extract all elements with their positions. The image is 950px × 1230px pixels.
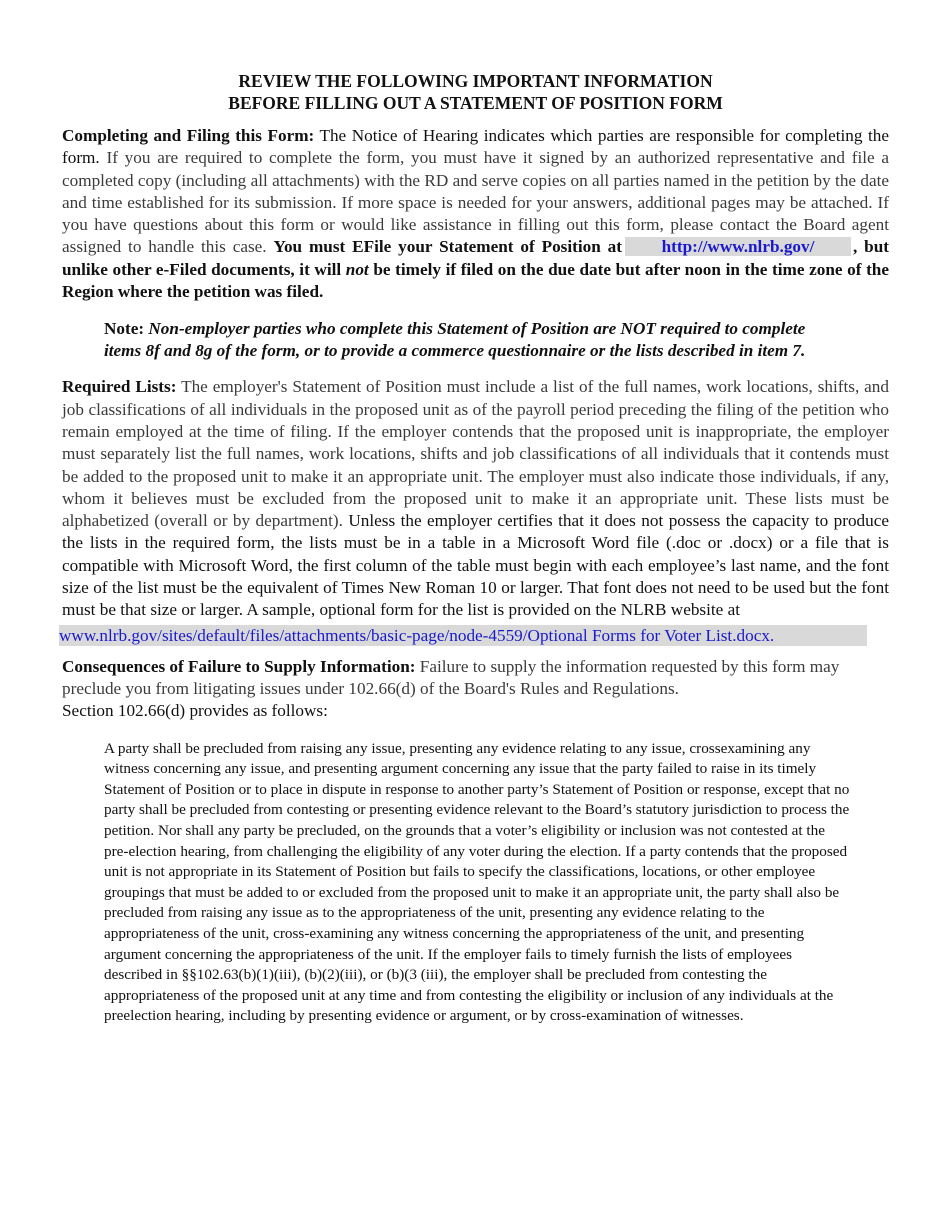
completing-text-a: The Notice of Hearing indicates which parties are responsible for completing the form. xyxy=(62,126,889,168)
nlrb-link[interactable]: http://www.nlrb.gov/ xyxy=(625,237,851,256)
voter-list-url-link[interactable]: www.nlrb.gov/sites/default/files/attachments/basic-page/node-4559/Optional Forms for Voter List.docx. xyxy=(59,625,867,646)
page-title xyxy=(62,70,889,114)
consequences-section xyxy=(62,656,889,722)
efile-text-c: be timely if filed on the due date but after noon in the time zone of the Region where the petition was filed. xyxy=(62,259,889,302)
note-label: Note: xyxy=(104,319,145,339)
required-lists-text-b: Unless the employer certifies that it does not possess the capacity to produce the lists in the required form, the lists must be in a table in a Microsoft Word file (.doc or .docx) or a file that is compatible with Microsoft Word, the first column of the table must begin with each employee’s last name, and the font size of the list must be the equivalent of Times New Roman 10 or larger. That font does not need to be used but the font must be that size or larger. A sample, optional form for the list is provided on the NLRB website at xyxy=(62,511,890,620)
completing-text-b: If you are required to complete the form, you must have it signed by an authorized representative and file a completed copy (including all attachments) with the RD and serve copies on all parties named in the petition by the date and time established for its submission. If more space is needed for your answers, additional pages may be attached. If you have questions about this form or would like assistance in filling out this form, please contact the Board agent assigned to handle this case. xyxy=(62,148,889,257)
efile-text-a: You must EFile your Statement of Position at xyxy=(273,237,622,257)
consequences-text-b: Section 102.66(d) provides as follows: xyxy=(62,700,328,720)
completing-section xyxy=(62,125,889,303)
title-line-1: REVIEW THE FOLLOWING IMPORTANT INFORMATION xyxy=(238,71,713,91)
note-box xyxy=(104,318,809,362)
required-lists-title: Required Lists: xyxy=(62,377,177,397)
title-line-2: BEFORE FILLING OUT A STATEMENT OF POSITION FORM xyxy=(228,93,723,113)
document-page xyxy=(59,70,890,1027)
section-102-66d-quote: A party shall be precluded from raising any issue, presenting any evidence relating to any issue, crossexamining any witness concerning any issue, and presenting argument concerning any issue that the party failed to raise in its timely Statement of Position or to place in dispute in response to another party’s Statement of Position or response, except that no party shall be precluded from contesting or presenting evidence relevant to the Board’s statutory jurisdiction to process the petition. Nor shall any party be precluded, on the grounds that a voter’s eligibility or inclusion was not contested at the pre-election hearing, from challenging the eligibility of any voter during the election. If a party contends that the proposed unit is not appropriate in its Statement of Position but fails to specify the classifications, locations, or other employee groupings that must be added to or excluded from the proposed unit to make it an appropriate unit, the party shall also be precluded from raising any issue as to the appropriateness of the unit, presenting any evidence relating to the appropriateness of the unit, cross-examining any witness concerning the appropriateness of the unit, and presenting argument concerning the appropriateness of the unit. If the employer fails to timely furnish the lists of employees described in §§102.63(b)(1)(iii), (b)(2)(iii), or (b)(3 (iii), the employer shall be precluded from contesting the appropriateness of the proposed unit at any time and from contesting the eligibility or inclusion of any individuals at the preelection hearing, including by presenting evidence or argument, or by cross-examination of witnesses. xyxy=(104,739,850,1025)
completing-title: Completing and Filing this Form: xyxy=(62,126,315,145)
efile-not: not xyxy=(345,259,369,279)
required-lists-section xyxy=(62,376,889,621)
note-text: Non-employer parties who complete this Statement of Position are NOT required to complete items 8f and 8g of the form, or to provide a commerce questionnaire or the lists described in item 7. xyxy=(104,319,806,361)
required-lists-text-a: The employer's Statement of Position must include a list of the full names, work locations, shifts, and job classifications of all individuals in the proposed unit as of the payroll period preceding the filing of the petition who remain employed at the time of filing. If the employer contends that the proposed unit is inappropriate, the employer must separately list the full names, work locations, shifts and job classifications of all individuals that it contends must be added to the proposed unit to make it an appropriate unit. The employer must also indicate those individuals, if any, whom it believes must be excluded from the proposed unit to make it an appropriate unit. These lists must be alphabetized (overall or by department). xyxy=(62,377,889,531)
consequences-text-a: Failure to supply the information requested by this form may preclude you from litigating issues under 102.66(d) of the Board's Rules and Regulations. xyxy=(62,656,840,698)
efile-text-b: , but unlike other e-Filed documents, it will xyxy=(62,237,889,279)
consequences-title: Consequences of Failure to Supply Information: xyxy=(62,656,416,676)
